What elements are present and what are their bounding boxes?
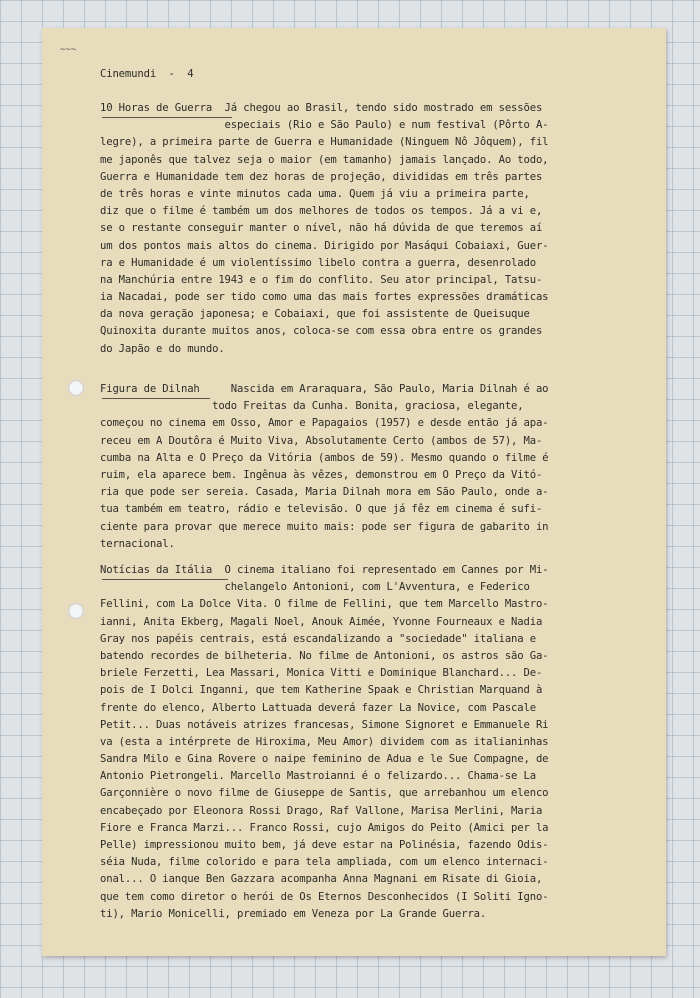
- text-line: Fellini, com La Dolce Vita. O filme de Fellini, que tem Marcello Mastro-: [100, 598, 549, 611]
- text-line: 10 Horas de Guerra Já chegou ao Brasil, tendo sido mostrado em sessões: [100, 102, 543, 114]
- text-line: ruim, ela aparece bem. Ingênua às vêzes, demonstrou em O Preço da Vitó-: [100, 468, 543, 481]
- text-line: na Manchúria entre 1943 e o fim do conflito. Seu ator principal, Tatsu-: [100, 273, 543, 286]
- text-line: Guerra e Humanidade tem dez horas de projeção, divididas em três partes: [100, 170, 543, 183]
- text-line: ti), Mario Monicelli, premiado em Veneza por La Grande Guerra.: [100, 907, 487, 920]
- section-10-horas-de-guerra: [100, 100, 630, 358]
- text-line: que tem como diretor o herói de Os Eternos Desconhecidos (I Soliti Igno-: [100, 890, 549, 903]
- text-line: diz que o filme é também um dos melhores de todos os tempos. Já a vi e,: [100, 205, 543, 218]
- text-line: Sandra Milo e Gina Rovere o naipe feminino de Adua e le Sue Compagne, de: [100, 753, 549, 766]
- text-line: onal... O ianque Ben Gazzara acompanha Anna Magnani em Risate di Gioia,: [100, 873, 543, 886]
- page-header: Cinemundi - 4: [100, 68, 194, 80]
- text-line: batendo recordes de bilheteria. No filme de Antonioni, os astros são Ga-: [100, 649, 549, 662]
- text-line: Gray nos papéis centrais, está escandalizando a "sociedade" italiana e: [100, 632, 536, 645]
- text-line: me japonês que talvez seja o maior (em tamanho) jamais lançado. Ao todo,: [100, 153, 549, 166]
- text-line: todo Freitas da Cunha. Bonita, graciosa, elegante,: [100, 400, 524, 413]
- text-line: Antonio Pietrongeli. Marcello Mastroianni é o felizardo... Chama-se La: [100, 770, 536, 783]
- text-line: ciente para provar que merece muito mais: pode ser figura de gabarito in: [100, 520, 549, 533]
- text-line: séia Nuda, filme colorido e para tela ampliada, com um elenco internaci-: [100, 856, 549, 869]
- text-line: ternacional.: [100, 537, 175, 550]
- text-line: briele Ferzetti, Lea Massari, Monica Vitti e Dominique Blanchard... De-: [100, 667, 543, 680]
- text-line: chelangelo Antonioni, com L'Avventura, e Federico: [100, 581, 530, 594]
- text-line: Fiore e Franca Marzi... Franco Rossi, cujo Amigos do Peito (Amici per la: [100, 821, 549, 834]
- text-line: um dos pontos mais altos do cinema. Dirigido por Masáqui Cobaiaxi, Guer-: [100, 239, 549, 252]
- text-line: se o restante conseguir manter o nível, não há dúvida de que teremos aí: [100, 222, 543, 235]
- text-line: encabeçado por Eleonora Rossi Drago, Raf Vallone, Marisa Merlini, Maria: [100, 804, 543, 817]
- section-figura-de-dilnah: [100, 381, 630, 553]
- text-line: tua também em teatro, rádio e televisão. O que já fêz em cinema é sufi-: [100, 503, 543, 516]
- text-line: começou no cinema em Osso, Amor e Papagaios (1957) e desde então já apa-: [100, 417, 549, 430]
- text-line: de três horas e vinte minutos cada uma. Quem já viu a primeira parte,: [100, 187, 530, 200]
- text-line: va (esta a intérprete de Hiroxima, Meu Amor) dividem com as italianinhas: [100, 735, 549, 748]
- text-line: Garçonnière o novo filme de Giuseppe de Santis, que arrebanhou um elenco: [100, 787, 549, 800]
- text-line: Petit... Duas notáveis atrizes francesas, Simone Signoret e Emmanuele Ri: [100, 718, 549, 731]
- section-noticias-da-italia: [100, 562, 630, 923]
- typed-document-page: [42, 28, 666, 956]
- text-line: Notícias da Itália O cinema italiano foi representado em Cannes por Mi-: [100, 564, 549, 576]
- text-line: do Japão e do mundo.: [100, 342, 225, 355]
- corner-pencil-mark: ~~~: [60, 45, 77, 55]
- text-line: ianni, Anita Ekberg, Magali Noel, Anouk Aimée, Yvonne Fourneaux e Nadia: [100, 615, 543, 628]
- text-line: receu em A Doutôra é Muito Viva, Absolutamente Certo (ambos de 57), Ma-: [100, 434, 543, 447]
- text-line: frente do elenco, Alberto Lattuada deverá fazer La Novice, com Pascale: [100, 701, 536, 714]
- text-line: Figura de Dilnah Nascida em Araraquara, São Paulo, Maria Dilnah é ao: [100, 383, 549, 395]
- text-line: Pelle) impressionou muito bem, já deve estar na Polinésia, fazendo Odis-: [100, 839, 549, 851]
- text-line: cumba na Alta e O Preço da Vitória (ambos de 59). Mesmo quando o filme é: [100, 451, 549, 464]
- text-line: ia Nacadai, pode ser tido como uma das mais fortes expressões dramáticas: [100, 291, 549, 304]
- text-line: legre), a primeira parte de Guerra e Humanidade (Ninguem Nô Jôquem), fil: [100, 136, 549, 149]
- punch-hole: [68, 603, 84, 619]
- text-line: especiais (Rio e São Paulo) e num festival (Pôrto A-: [100, 119, 549, 132]
- text-line: Quinoxita durante muitos anos, coloca-se com essa obra entre os grandes: [100, 325, 543, 338]
- punch-hole: [68, 380, 84, 396]
- text-line: ria que pode ser sereia. Casada, Maria Dilnah mora em São Paulo, onde a-: [100, 486, 549, 499]
- text-line: ra e Humanidade é um violentíssimo libelo contra a guerra, desenrolado: [100, 256, 536, 269]
- text-line: da nova geração japonesa; e Cobaiaxi, que foi assistente de Queisuque: [100, 308, 530, 321]
- text-line: pois de I Dolci Inganni, que tem Katherine Spaak e Christian Marquand à: [100, 684, 543, 697]
